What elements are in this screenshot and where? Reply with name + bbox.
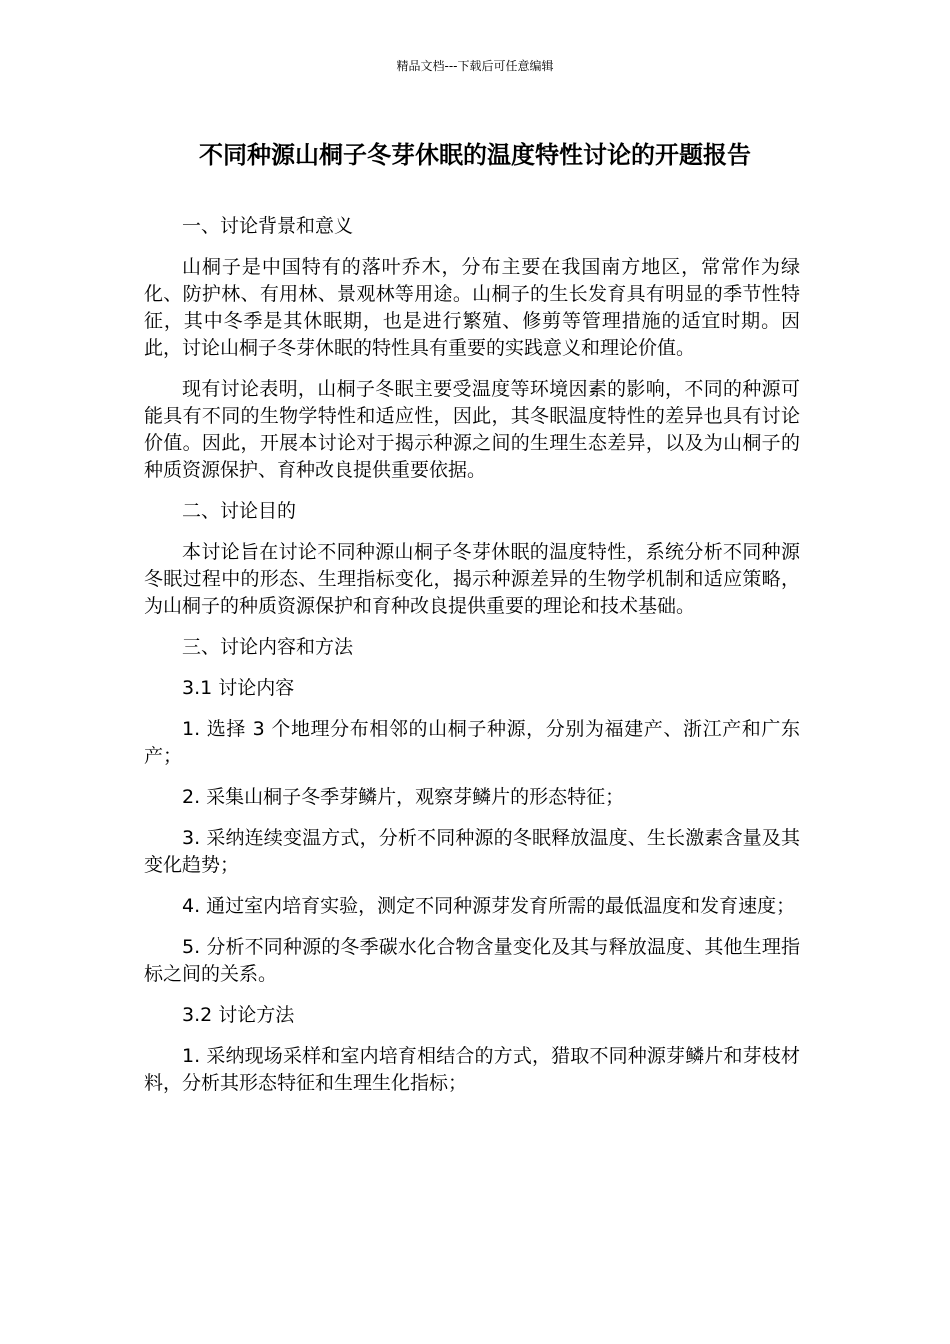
subsection-heading-methods: 3.2 讨论方法 [182,1004,295,1026]
list-item: 4. 通过室内培育实验，测定不同种源芽发育所需的最低温度和发育速度； [182,895,796,917]
section-heading-background: 一、讨论背景和意义 [182,215,354,237]
paragraph: 本讨论旨在讨论不同种源山桐子冬芽休眠的温度特性，系统分析不同种源冬眠过程中的形态、生理指标变化，揭示种源差异的生物学机制和适应策略，为山桐子的种质资源保护和育种改良提供重要的理论和技术基础。 [144,541,800,617]
document-body [144,213,800,1111]
list-item: 3. 采纳连续变温方式，分析不同种源的冬眠释放温度、生长激素含量及其变化趋势； [144,827,800,876]
paragraph: 现有讨论表明，山桐子冬眠主要受温度等环境因素的影响，不同的种源可能具有不同的生物学特性和适应性，因此，其冬眠温度特性的差异也具有讨论价值。因此，开展本讨论对于揭示种源之间的生理生态差异，以及为山桐子的种质资源保护、育种改良提供重要依据。 [144,378,800,481]
header-note: 精品文档---下载后可任意编辑 [396,59,554,73]
list-item: 2. 采集山桐子冬季芽鳞片，观察芽鳞片的形态特征； [182,786,625,808]
section-heading-content-methods: 三、讨论内容和方法 [182,636,354,658]
subsection-heading-content: 3.1 讨论内容 [182,677,295,699]
document-title: 不同种源山桐子冬芽休眠的温度特性讨论的开题报告 [199,141,751,169]
list-item: 1. 采纳现场采样和室内培育相结合的方式，猎取不同种源芽鳞片和芽枝材料，分析其形态特征和生理生化指标； [144,1045,800,1094]
list-item: 1. 选择 3 个地理分布相邻的山桐子种源，分别为福建产、浙江产和广东产； [144,718,800,767]
list-item: 5. 分析不同种源的冬季碳水化合物含量变化及其与释放温度、其他生理指标之间的关系。 [144,936,800,985]
section-heading-purpose: 二、讨论目的 [182,500,297,522]
paragraph: 山桐子是中国特有的落叶乔木，分布主要在我国南方地区，常常作为绿化、防护林、有用林、景观林等用途。山桐子的生长发育具有明显的季节性特征，其中冬季是其休眠期，也是进行繁殖、修剪等管理措施的适宜时期。因此，讨论山桐子冬芽休眠的特性具有重要的实践意义和理论价值。 [144,256,800,359]
